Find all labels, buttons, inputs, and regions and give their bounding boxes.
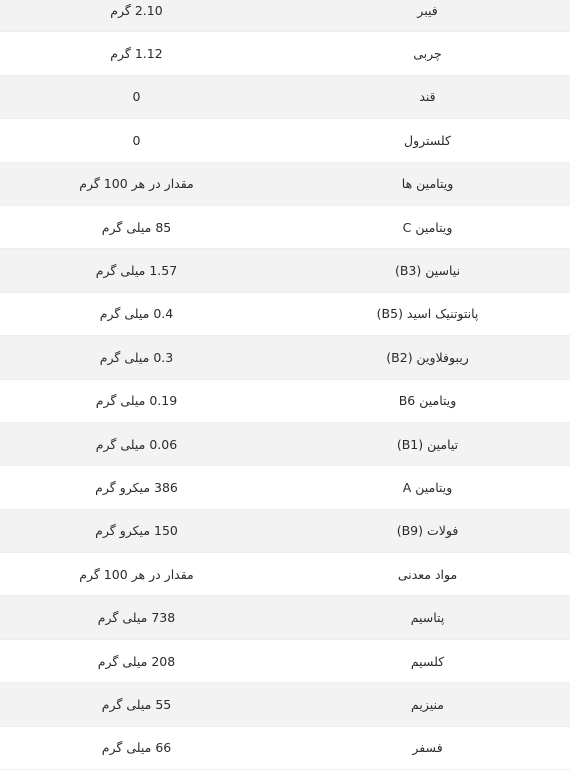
table-row	[0, 293, 570, 336]
nutrient-name: ویتامین C	[402, 219, 453, 235]
nutrient-name: پتاسیم	[410, 610, 445, 626]
table-row	[0, 640, 570, 683]
table-row	[0, 32, 570, 75]
table-row	[0, 206, 570, 249]
nutrient-name: ریبوفلاوین (B2)	[386, 349, 469, 365]
section-header-minerals: مواد معدنی	[397, 566, 458, 582]
nutrient-value: 738 میلی گرم	[97, 610, 176, 626]
nutrient-value: 0.4 میلی گرم	[99, 306, 174, 322]
nutrient-name: نیاسین (B3)	[394, 263, 461, 279]
nutrient-name: کلسترول	[403, 132, 452, 148]
nutrient-value: 0.3 میلی گرم	[99, 349, 174, 365]
table-row	[0, 249, 570, 292]
nutrient-value: 0	[132, 132, 141, 148]
nutrient-name: کلسیم	[410, 653, 445, 669]
table-row	[0, 510, 570, 553]
nutrient-value: 0	[132, 89, 141, 105]
nutrient-name: پانتوتنیک اسید (B5)	[376, 306, 479, 322]
table-row	[0, 380, 570, 423]
nutrient-name: تیامین (B1)	[396, 436, 459, 452]
nutrient-name: قند	[419, 89, 436, 105]
table-row	[0, 553, 570, 596]
table-row	[0, 466, 570, 509]
table-row	[0, 596, 570, 639]
nutrient-value: 208 میلی گرم	[97, 653, 176, 669]
nutrient-value: 66 میلی گرم	[101, 740, 172, 756]
nutrient-name: فیبر	[417, 2, 438, 18]
nutrient-value: 55 میلی گرم	[101, 696, 172, 712]
nutrient-name: فسفر	[412, 740, 443, 756]
nutrient-value: 0.19 میلی گرم	[95, 393, 178, 409]
table-row	[0, 163, 570, 206]
nutrient-name: چربی	[413, 46, 442, 62]
nutrient-value: 2.10 گرم	[110, 2, 163, 18]
table-row	[0, 76, 570, 119]
section-header-amount: مقدار در هر 100 گرم	[79, 176, 194, 192]
table-row	[0, 683, 570, 726]
table-row	[0, 119, 570, 162]
table-row	[0, 0, 570, 32]
nutrient-value: 386 میکرو گرم	[95, 479, 178, 495]
nutrient-name: ویتامین A	[402, 479, 453, 495]
nutrient-name: منیزیم	[411, 696, 444, 712]
nutrient-value: 1.57 میلی گرم	[95, 263, 178, 279]
table-row	[0, 423, 570, 466]
section-header-vitamins: ویتامین ها	[401, 176, 454, 192]
nutrient-name: فولات (B9)	[396, 523, 459, 539]
table-row	[0, 336, 570, 379]
nutrient-value: 150 میکرو گرم	[95, 523, 178, 539]
table-row	[0, 727, 570, 770]
nutrient-value: 1.12 گرم	[110, 46, 163, 62]
page-margin	[570, 0, 582, 750]
nutrient-name: ویتامین B6	[398, 393, 457, 409]
nutrient-value: 85 میلی گرم	[101, 219, 172, 235]
nutrient-value: 0.06 میلی گرم	[95, 436, 178, 452]
section-header-amount: مقدار در هر 100 گرم	[79, 566, 194, 582]
